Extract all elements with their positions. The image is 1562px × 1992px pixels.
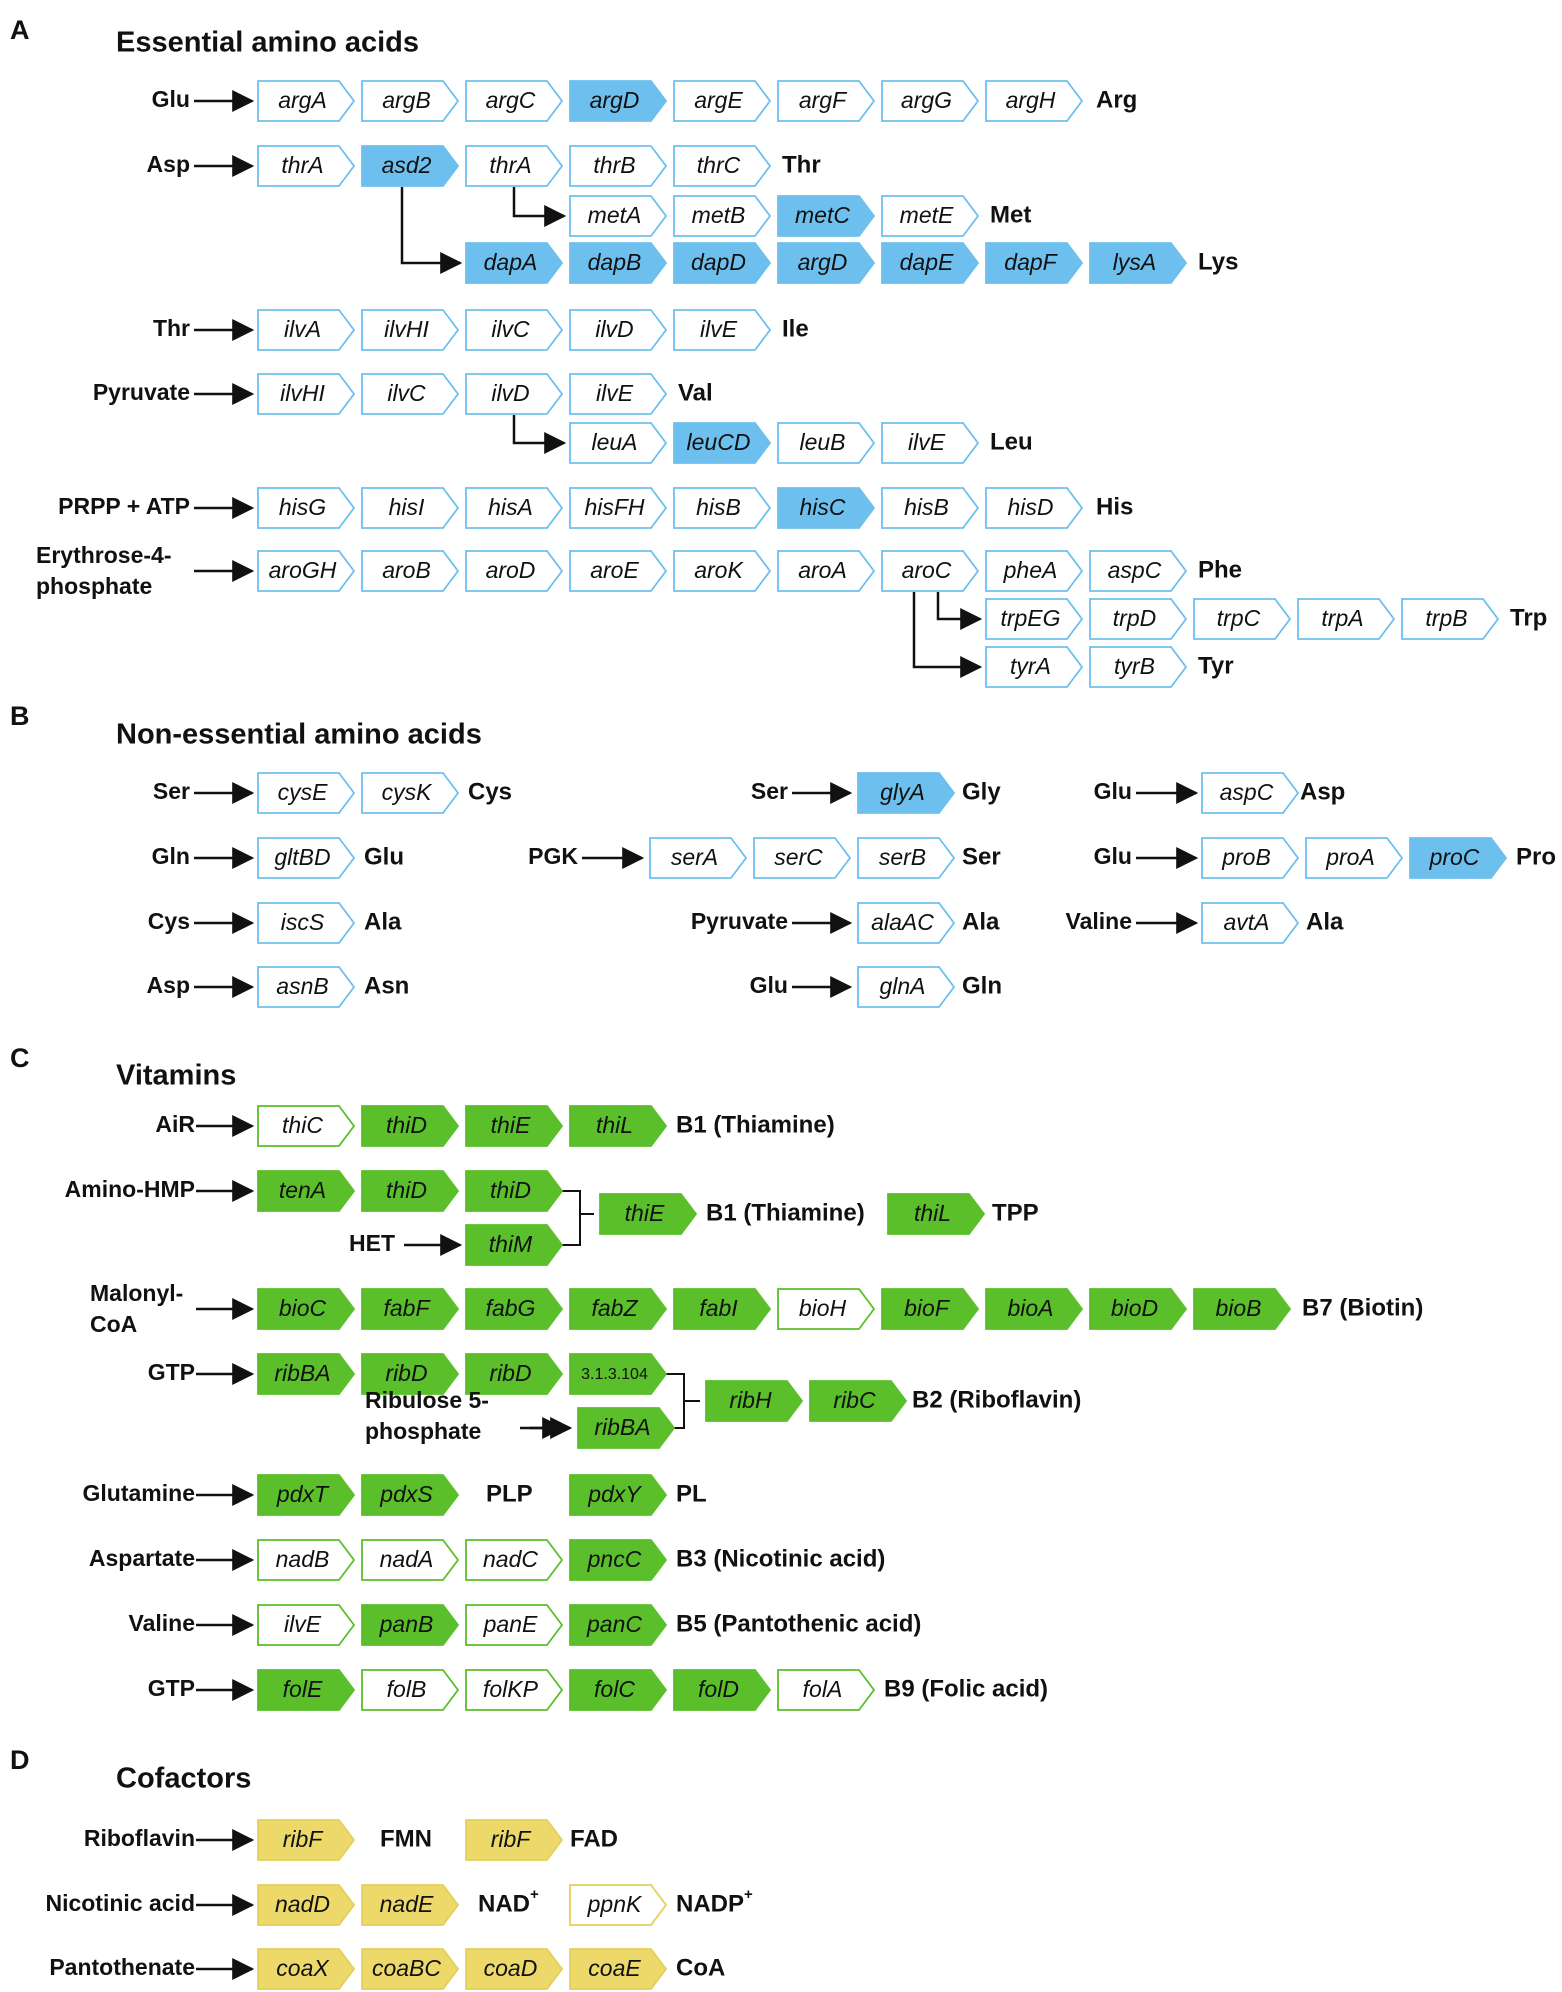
product-label-plp: PLP bbox=[486, 1480, 533, 1508]
gene-label: 3.1.3.104 bbox=[581, 1366, 648, 1384]
gene-label: ilvE bbox=[907, 429, 946, 456]
gene-label: bioH bbox=[798, 1295, 847, 1322]
gene-label: hisFH bbox=[584, 494, 645, 521]
gene-label: trpD bbox=[1112, 605, 1157, 632]
gene-label: thiD bbox=[490, 1177, 531, 1204]
panel-label-d: D bbox=[10, 1745, 30, 1776]
product-label-leu: Leu bbox=[990, 428, 1033, 456]
substrate-label: AiR bbox=[155, 1111, 195, 1138]
gene-label: hisB bbox=[696, 494, 741, 521]
gene-label: argF bbox=[798, 87, 847, 114]
substrate-label: Ser bbox=[750, 778, 788, 805]
gene-label: coaD bbox=[483, 1955, 538, 1982]
gene-label: iscS bbox=[280, 909, 325, 936]
superscript-plus: + bbox=[530, 1885, 539, 1903]
substrate-label: Glu bbox=[1093, 843, 1132, 870]
product-label-his: His bbox=[1096, 493, 1134, 521]
gene-label: aroE bbox=[590, 557, 639, 584]
substrate-label: Erythrose-4- bbox=[36, 542, 172, 569]
gene-label: ribBA bbox=[274, 1360, 331, 1387]
product-label-arg: Arg bbox=[1096, 86, 1138, 114]
superscript-plus: + bbox=[744, 1885, 753, 1903]
section-title-essential-amino-acids: Essential amino acids bbox=[116, 26, 420, 59]
product-label-ala: Ala bbox=[1306, 908, 1344, 936]
gene-label: coaBC bbox=[371, 1955, 442, 1982]
substrate-label: Asp bbox=[146, 972, 190, 999]
gene-label: bioF bbox=[904, 1295, 949, 1322]
substrate-label: Gln bbox=[151, 843, 190, 870]
product-label-coa: CoA bbox=[676, 1954, 726, 1982]
gene-label: folD bbox=[698, 1676, 739, 1703]
gene-label: alaAC bbox=[871, 909, 934, 936]
substrate-label: Pyruvate bbox=[92, 379, 190, 406]
product-label-gly: Gly bbox=[962, 778, 1001, 806]
substrate-label: PGK bbox=[528, 843, 578, 870]
branch-arrow bbox=[514, 187, 564, 216]
gene-label: nadD bbox=[275, 1891, 330, 1918]
gene-label: serC bbox=[774, 844, 823, 871]
gene-label: ppnK bbox=[587, 1891, 642, 1918]
gene-label: thiL bbox=[913, 1200, 952, 1227]
product-label-ala: Ala bbox=[962, 908, 1000, 936]
substrate-label: Aspartate bbox=[88, 1545, 195, 1572]
gene-label: hisI bbox=[388, 494, 425, 521]
gene-label: asd2 bbox=[381, 152, 432, 179]
gene-label: trpA bbox=[1321, 605, 1364, 632]
gene-label: bioC bbox=[278, 1295, 327, 1322]
gene-label: cysK bbox=[381, 779, 432, 806]
gene-label: folC bbox=[594, 1676, 635, 1703]
product-label-b7-biotin: B7 (Biotin) bbox=[1302, 1294, 1424, 1322]
gene-label: dapE bbox=[899, 249, 954, 276]
gene-label: argD bbox=[797, 249, 848, 276]
gene-label: ribD bbox=[385, 1360, 428, 1387]
product-label-glu: Glu bbox=[364, 843, 404, 871]
gene-label: panC bbox=[587, 1611, 642, 1638]
merge-bracket bbox=[666, 1374, 700, 1428]
gene-label: ilvHI bbox=[384, 316, 429, 343]
gene-label: gltBD bbox=[274, 844, 331, 871]
gene-label: pncC bbox=[587, 1546, 642, 1573]
gene-label: aroD bbox=[485, 557, 536, 584]
gene-label: dapF bbox=[1004, 249, 1057, 276]
gene-label: hisD bbox=[1007, 494, 1054, 521]
gene-label: ilvD bbox=[595, 316, 634, 343]
gene-label: ilvC bbox=[491, 316, 530, 343]
gene-label: hisC bbox=[799, 494, 846, 521]
gene-label: dapB bbox=[587, 249, 642, 276]
substrate-label: Asp bbox=[146, 151, 190, 178]
gene-label: trpB bbox=[1425, 605, 1468, 632]
gene-label: trpEG bbox=[1000, 605, 1061, 632]
gene-label: ribF bbox=[490, 1826, 531, 1853]
panel-label-c: C bbox=[10, 1043, 30, 1074]
product-label-nadp: NADP+ bbox=[676, 1885, 753, 1918]
substrate-label: Pantothenate bbox=[49, 1954, 195, 1981]
gene-label: fabI bbox=[699, 1295, 738, 1322]
gene-label: aroB bbox=[382, 557, 431, 584]
gene-label: metC bbox=[795, 202, 850, 229]
gene-label: aroA bbox=[798, 557, 847, 584]
gene-label: aspC bbox=[1107, 557, 1162, 584]
product-label-gln: Gln bbox=[962, 972, 1002, 1000]
product-label-pro: Pro bbox=[1516, 843, 1557, 871]
gene-label: thiE bbox=[624, 1200, 665, 1227]
gene-label: argH bbox=[1005, 87, 1056, 114]
substrate-label: Valine bbox=[128, 1610, 195, 1637]
gene-label: aroGH bbox=[268, 557, 337, 584]
gene-label: fabG bbox=[485, 1295, 536, 1322]
gene-label: ribBA bbox=[594, 1414, 651, 1441]
panel-label-b: B bbox=[10, 701, 30, 732]
gene-label: bioB bbox=[1215, 1295, 1262, 1322]
gene-label: asnB bbox=[276, 973, 329, 1000]
branch-arrow bbox=[914, 592, 980, 667]
gene-label: nadE bbox=[379, 1891, 434, 1918]
gene-label: hisA bbox=[488, 494, 533, 521]
gene-label: leuA bbox=[591, 429, 638, 456]
gene-label: folKP bbox=[483, 1676, 538, 1703]
gene-label: nadB bbox=[275, 1546, 330, 1573]
gene-label: bioA bbox=[1007, 1295, 1054, 1322]
substrate-label: PRPP + ATP bbox=[58, 493, 190, 520]
product-label-fad: FAD bbox=[570, 1825, 618, 1853]
gene-label: nadC bbox=[483, 1546, 538, 1573]
gene-label: cysE bbox=[277, 779, 328, 806]
substrate-label: GTP bbox=[147, 1359, 195, 1386]
gene-label: fabF bbox=[383, 1295, 430, 1322]
section-title-vitamins: Vitamins bbox=[116, 1059, 237, 1092]
branch-arrow bbox=[402, 187, 460, 263]
gene-label: fabZ bbox=[591, 1295, 638, 1322]
substrate-label: Pyruvate bbox=[690, 908, 788, 935]
substrate-label: phosphate bbox=[365, 1418, 482, 1445]
gene-label: serB bbox=[878, 844, 927, 871]
substrate-label: Thr bbox=[152, 315, 190, 342]
product-label-cys: Cys bbox=[468, 778, 513, 806]
gene-label: dapA bbox=[483, 249, 538, 276]
gene-label: hisB bbox=[904, 494, 949, 521]
gene-label: argA bbox=[278, 87, 327, 114]
gene-label: leuCD bbox=[686, 429, 751, 456]
gene-label: thrA bbox=[489, 152, 532, 179]
product-label-b1-thiamine: B1 (Thiamine) bbox=[676, 1111, 835, 1139]
product-label-met: Met bbox=[990, 201, 1032, 229]
gene-label: thrB bbox=[593, 152, 636, 179]
gene-label: ribD bbox=[489, 1360, 532, 1387]
gene-label: proB bbox=[1222, 844, 1271, 871]
product-label-nad: NAD+ bbox=[478, 1885, 539, 1918]
gene-label: proA bbox=[1326, 844, 1375, 871]
product-label-b9-folic-acid: B9 (Folic acid) bbox=[884, 1675, 1049, 1703]
substrate-label: Valine bbox=[1065, 908, 1132, 935]
gene-label: bioD bbox=[1110, 1295, 1159, 1322]
product-label-phe: Phe bbox=[1198, 556, 1243, 584]
substrate-label: Ribulose 5- bbox=[365, 1387, 489, 1414]
merge-bracket bbox=[562, 1191, 594, 1245]
gene-label: dapD bbox=[691, 249, 746, 276]
gene-label: glnA bbox=[879, 973, 926, 1000]
gene-label: thiL bbox=[595, 1112, 634, 1139]
gene-label: metE bbox=[899, 202, 954, 229]
product-label-pl: PL bbox=[676, 1480, 707, 1508]
gene-label: ribH bbox=[729, 1387, 772, 1414]
gene-label: thrA bbox=[281, 152, 324, 179]
gene-label: aroC bbox=[901, 557, 952, 584]
product-label-b1-thiamine: B1 (Thiamine) bbox=[706, 1199, 865, 1227]
gene-label: glyA bbox=[880, 779, 925, 806]
gene-label: ilvE bbox=[595, 380, 634, 407]
substrate-label: Glu bbox=[1093, 778, 1132, 805]
gene-label: proC bbox=[1429, 844, 1480, 871]
gene-label: thrC bbox=[696, 152, 741, 179]
substrate-label: Cys bbox=[147, 908, 190, 935]
gene-label: metA bbox=[587, 202, 642, 229]
gene-label: ilvC bbox=[387, 380, 426, 407]
product-label-tpp: TPP bbox=[992, 1199, 1039, 1227]
gene-label: ilvE bbox=[283, 1611, 322, 1638]
gene-label: leuB bbox=[799, 429, 846, 456]
substrate-label: Glutamine bbox=[82, 1480, 195, 1507]
gene-label: ilvHI bbox=[280, 380, 325, 407]
gene-label: avtA bbox=[1223, 909, 1270, 936]
gene-label: thiC bbox=[282, 1112, 323, 1139]
product-label-fmn: FMN bbox=[380, 1825, 432, 1853]
gene-label: pdxY bbox=[588, 1481, 641, 1508]
substrate-label: GTP bbox=[147, 1675, 195, 1702]
gene-label: pheA bbox=[1003, 557, 1058, 584]
branch-arrow bbox=[938, 592, 980, 619]
gene-label: thiD bbox=[386, 1112, 427, 1139]
gene-label: ribF bbox=[282, 1826, 323, 1853]
gene-label: tenA bbox=[278, 1177, 327, 1204]
product-label-lys: Lys bbox=[1198, 248, 1239, 276]
gene-label: thiD bbox=[386, 1177, 427, 1204]
gene-label: ribC bbox=[833, 1387, 876, 1414]
gene-label: metB bbox=[691, 202, 746, 229]
gene-label: folA bbox=[802, 1676, 843, 1703]
gene-label: tyrB bbox=[1114, 653, 1155, 680]
substrate-label: CoA bbox=[90, 1311, 138, 1338]
product-label-b2-riboflavin: B2 (Riboflavin) bbox=[912, 1386, 1082, 1414]
gene-label: folE bbox=[282, 1676, 323, 1703]
gene-label: argB bbox=[382, 87, 431, 114]
gene-label: folB bbox=[386, 1676, 427, 1703]
branch-arrow bbox=[514, 415, 564, 443]
product-label-asp: Asp bbox=[1300, 778, 1346, 806]
product-label-ser: Ser bbox=[962, 843, 1001, 871]
gene-label: aspC bbox=[1219, 779, 1274, 806]
gene-label: lysA bbox=[1112, 249, 1157, 276]
product-label-b5-pantothenic-acid: B5 (Pantothenic acid) bbox=[676, 1610, 922, 1638]
gene-label: thiM bbox=[488, 1231, 533, 1258]
product-label-ile: Ile bbox=[782, 315, 809, 343]
gene-label: trpC bbox=[1216, 605, 1261, 632]
substrate-label: Malonyl- bbox=[90, 1280, 184, 1307]
gene-label: pdxT bbox=[276, 1481, 329, 1508]
gene-label: panB bbox=[379, 1611, 434, 1638]
gene-label: pdxS bbox=[380, 1481, 433, 1508]
substrate-label: HET bbox=[349, 1230, 395, 1257]
substrate-label: Amino-HMP bbox=[64, 1176, 195, 1203]
gene-label: argE bbox=[694, 87, 743, 114]
gene-label: argG bbox=[900, 87, 953, 114]
gene-label: ilvE bbox=[699, 316, 738, 343]
product-label-ala: Ala bbox=[364, 908, 402, 936]
substrate-label: Nicotinic acid bbox=[45, 1890, 195, 1917]
substrate-label: Riboflavin bbox=[83, 1825, 195, 1852]
gene-label: argC bbox=[485, 87, 536, 114]
gene-label: serA bbox=[670, 844, 719, 871]
substrate-label: Glu bbox=[151, 86, 190, 113]
substrate-label: Glu bbox=[749, 972, 788, 999]
product-label-thr: Thr bbox=[782, 151, 821, 179]
product-label-tyr: Tyr bbox=[1198, 652, 1234, 680]
section-title-non-essential-amino-acids: Non-essential amino acids bbox=[116, 718, 482, 751]
gene-label: coaX bbox=[276, 1955, 329, 1982]
product-label-val: Val bbox=[678, 379, 713, 407]
gene-label: ilvA bbox=[283, 316, 322, 343]
substrate-label: Ser bbox=[152, 778, 190, 805]
gene-label: thiE bbox=[490, 1112, 531, 1139]
gene-label: hisG bbox=[278, 494, 327, 521]
product-label-b3-nicotinic-acid: B3 (Nicotinic acid) bbox=[676, 1545, 886, 1573]
gene-label: coaE bbox=[588, 1955, 641, 1982]
gene-label: panE bbox=[483, 1611, 538, 1638]
gene-label: argD bbox=[589, 87, 640, 114]
gene-label: ilvD bbox=[491, 380, 530, 407]
panel-label-a: A bbox=[10, 15, 30, 46]
section-title-cofactors: Cofactors bbox=[116, 1762, 252, 1795]
gene-label: aroK bbox=[694, 557, 743, 584]
product-label-trp: Trp bbox=[1510, 604, 1548, 632]
gene-label: tyrA bbox=[1010, 653, 1051, 680]
gene-label: nadA bbox=[379, 1546, 434, 1573]
substrate-label: phosphate bbox=[36, 573, 153, 600]
product-label-asn: Asn bbox=[364, 972, 410, 1000]
